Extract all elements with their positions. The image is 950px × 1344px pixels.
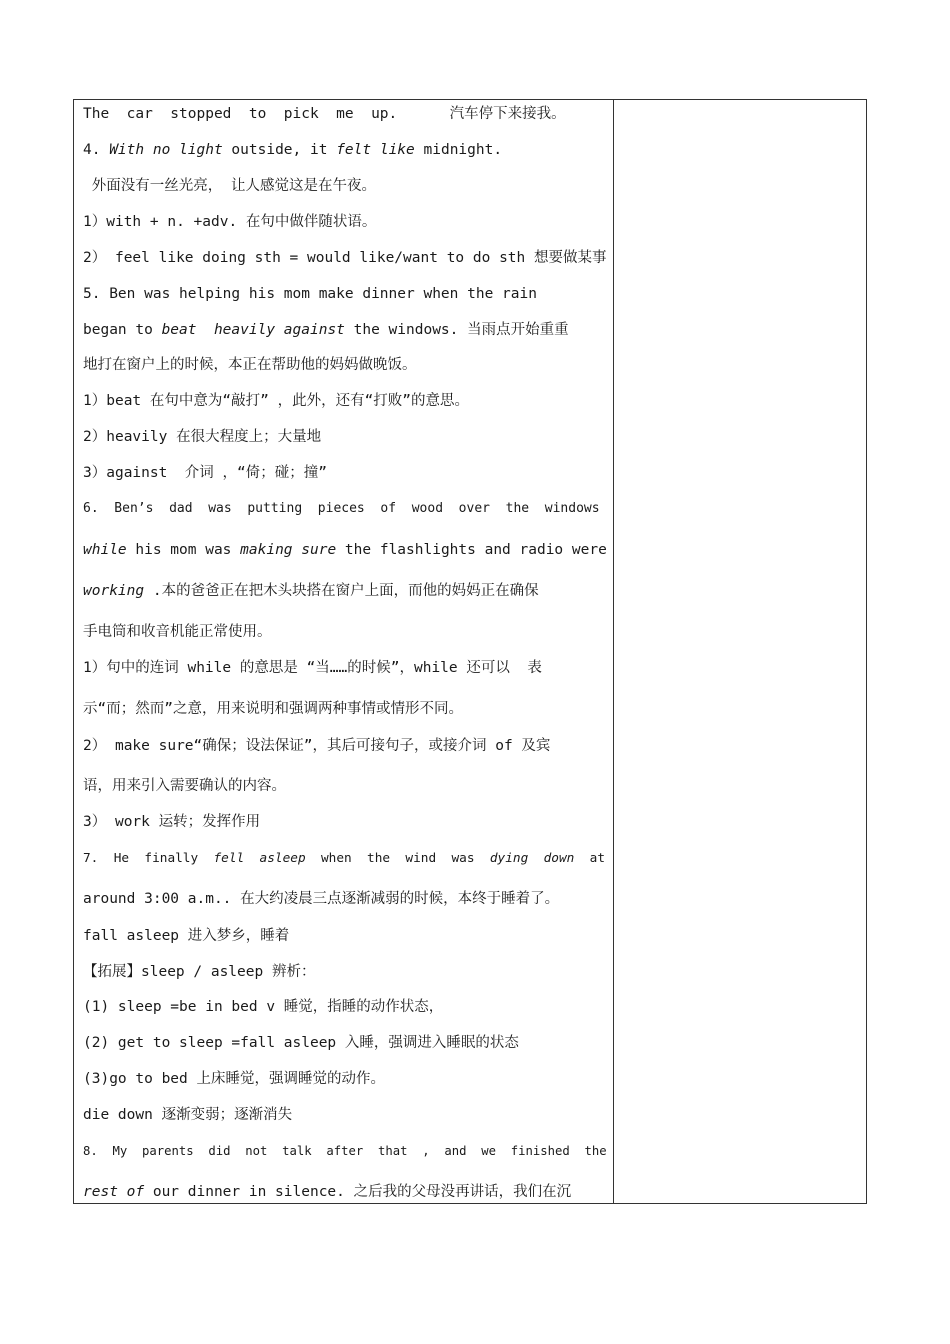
text-line: 6. Ben’s dad was putting pieces of wood over the windows: [83, 501, 600, 516]
text-line: 3）against 介词 ，“倚；碰；撞”: [83, 465, 327, 481]
right-empty-column: [614, 100, 866, 1203]
text-line: 5. Ben was helping his mom make dinner when the rain: [83, 286, 537, 302]
text-line: around 3:00 a.m.. 在大约凌晨三点逐渐减弱的时候，本终于睡着了。: [83, 891, 560, 907]
text-line: 1）with + n. +adv. 在句中做伴随状语。: [83, 214, 377, 230]
text-line: 语，用来引入需要确认的内容。: [83, 778, 286, 794]
text-line: 2） make sure“确保；设法保证”，其后可接句子，或接介词 of 及宾: [83, 738, 551, 754]
text-line: (2) get to sleep =fall asleep 入睡，强调进入睡眠的状态: [83, 1035, 519, 1051]
text-line: 1）beat 在句中意为“敲打” ，此外，还有“打败”的意思。: [83, 393, 470, 409]
text-line: 手电筒和收音机能正常使用。: [83, 624, 272, 640]
text-line: 7. He finally fell asleep when the wind was dying down at: [83, 851, 606, 866]
text-line: 【拓展】sleep / asleep 辨析：: [83, 964, 316, 980]
text-line: began to beat heavily against the windows. 当雨点开始重重: [83, 322, 569, 338]
text-line: rest of our dinner in silence. 之后我的父母没再讲话，我们在沉: [83, 1184, 572, 1200]
text-line: die down 逐渐变弱；逐渐消失: [83, 1107, 293, 1123]
content-table: [73, 99, 867, 1204]
text-line: 4. With no light outside, it felt like midnight.: [83, 142, 503, 158]
text-line: while his mom was making sure the flashlights and radio were: [83, 542, 607, 558]
text-line: 地打在窗户上的时候，本正在帮助他的妈妈做晚饭。: [83, 357, 417, 373]
text-line: 2）heavily 在很大程度上；大量地: [83, 429, 322, 445]
text-line: fall asleep 进入梦乡，睡着: [83, 928, 290, 944]
notes-column: [74, 100, 613, 1203]
text-line: working .本的爸爸正在把木头块搭在窗户上面，而他的妈妈正在确保: [83, 583, 539, 599]
text-line: 3） work 运转；发挥作用: [83, 814, 261, 830]
text-line: 1）句中的连词 while 的意思是 “当……的时候”，while 还可以 表: [83, 660, 542, 676]
text-line: The car stopped to pick me up. 汽车停下来接我。: [83, 106, 566, 122]
text-line: 8. My parents did not talk after that , and we finished the: [83, 1144, 607, 1158]
text-line: (1) sleep =be in bed v 睡觉，指睡的动作状态，: [83, 999, 444, 1015]
text-line: (3)go to bed 上床睡觉，强调睡觉的动作。: [83, 1071, 385, 1087]
text-line: 外面没有一丝光亮， 让人感觉这是在午夜。: [83, 178, 376, 194]
text-line: 示“而；然而”之意，用来说明和强调两种事情或情形不同。: [83, 701, 463, 717]
text-line: 2） feel like doing sth = would like/want to do sth 想要做某事: [83, 250, 607, 266]
